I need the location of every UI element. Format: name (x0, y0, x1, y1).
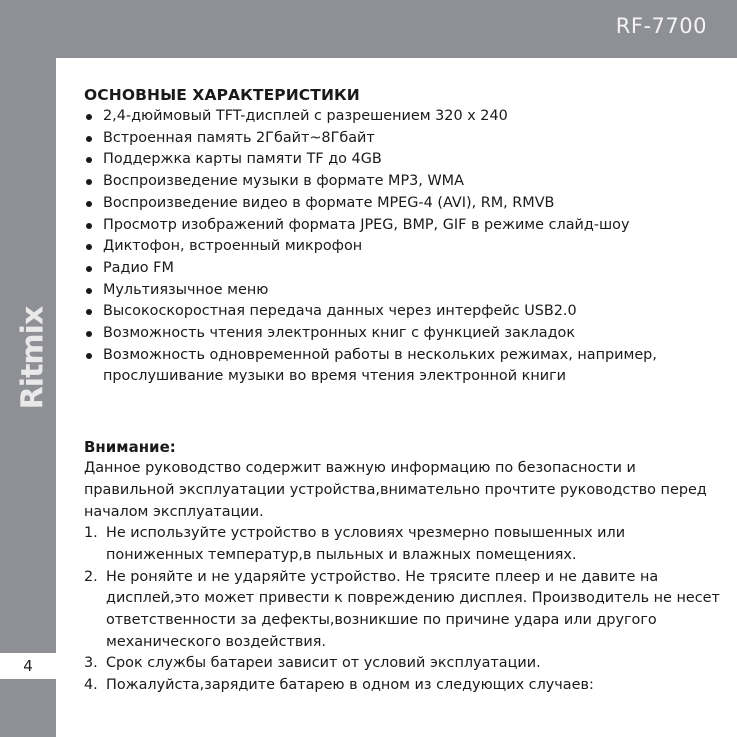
feature-item: Воспроизведение видео в формате MPEG-4 (AVI), RM, RMVB (84, 193, 724, 215)
step-text: Не используйте устройство в условиях чрезмерно повышенных или пониженных температур,в пыльных и влажных помещениях. (106, 525, 626, 563)
warning-heading: Внимание: (84, 438, 176, 457)
feature-item: Воспроизведение музыки в формате MP3, WMA (84, 171, 724, 193)
features-heading: ОСНОВНЫЕ ХАРАКТЕРИСТИКИ (84, 86, 360, 104)
step-text: Не роняйте и не ударяйте устройство. Не трясите плеер и не давите на дисплей,это может привести к повреждению дисплея. Производитель не несет ответственности за дефекты,возникшие по причине удара или другого механического воздействия. (106, 568, 720, 650)
step-number: 4. (84, 677, 98, 694)
warning-steps (84, 523, 724, 697)
feature-item: 2,4-дюймовый TFT-дисплей с разрешением 320 x 240 (84, 106, 724, 128)
feature-item: Высокоскоростная передача данных через интерфейс USB2.0 (84, 301, 724, 323)
feature-item: Радио FM (84, 258, 724, 280)
feature-item: Мультиязычное меню (84, 280, 724, 302)
ritmix-logo: Ritmix (15, 306, 51, 410)
feature-item: Встроенная память 2Гбайт~8Гбайт (84, 128, 724, 150)
step-number: 3. (84, 655, 98, 672)
model-name: RF-7700 (615, 14, 707, 38)
warning-intro: Данное руководство содержит важную информацию по безопасности и правильной эксплуатации устройства,внимательно прочтите руководство перед началом эксплуатации. (84, 460, 707, 520)
feature-item: Поддержка карты памяти TF до 4GB (84, 149, 724, 171)
step-number: 2. (84, 568, 98, 585)
feature-item: Просмотр изображений формата JPEG, BMP, GIF в режиме слайд-шоу (84, 215, 724, 237)
feature-item: Возможность одновременной работы в нескольких режимах, например, прослушивание музыки во время чтения электронной книги (84, 345, 724, 388)
warning-step (84, 675, 724, 697)
feature-item: Возможность чтения электронных книг с функцией закладок (84, 323, 724, 345)
page-number: 4 (23, 657, 33, 675)
warning-step (84, 653, 724, 675)
page-content (84, 84, 724, 697)
page-header (0, 0, 737, 58)
step-number: 1. (84, 525, 98, 542)
warning-step (84, 567, 724, 654)
sidebar-band-bottom (0, 679, 56, 737)
warning-step (84, 523, 724, 566)
step-text: Срок службы батареи зависит от условий эксплуатации. (106, 655, 541, 672)
step-text: Пожалуйста,зарядите батарею в одном из следующих случаев: (106, 677, 594, 694)
features-list (84, 106, 724, 388)
feature-item: Диктофон, встроенный микрофон (84, 236, 724, 258)
